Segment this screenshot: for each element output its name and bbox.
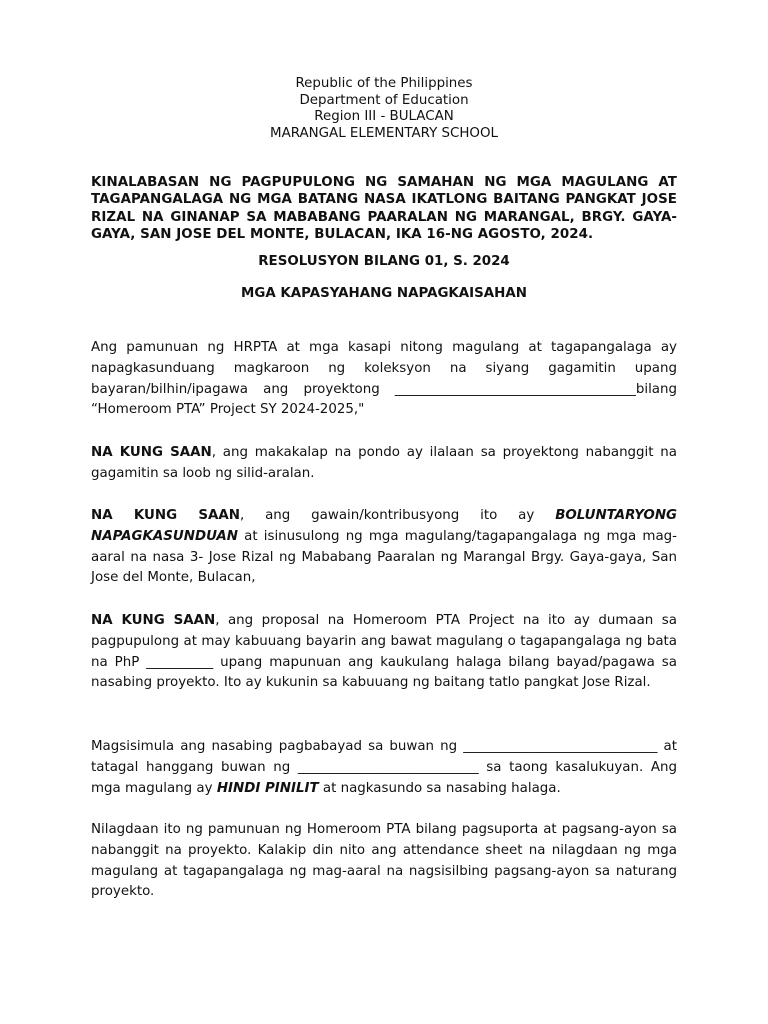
paragraph-1: Ang pamunuan ng HRPTA at mga kasapi nitong magulang at tagapangalaga ay napagkasunduang magkaroon ng koleksyon na siyang gagamitin upang bayaran/bilhin/ipagawa ang proyektong ____________________________________bilang “Homeroom PTA” Project SY 2024-2025," [91, 340, 677, 418]
header-region: Region III - BULACAN [314, 109, 454, 124]
paragraph-4-text: , ang proposal na Homeroom PTA Project na ito ay dumaan sa pagpupulong at may kabuuang bayarin ang bawat magulang o tagapangalaga ng bata na PhP __________ upang mapunuan ang kaukulang halaga bilang bayad/pagawa sa nasabing proyekto. Ito ay kukunin sa kabuuang ng baitang tatlo pangkat Jose Rizal. [91, 613, 677, 691]
paragraph-4 [91, 611, 677, 694]
not-forced-emphasis: HINDI PINILIT [216, 780, 319, 796]
paragraph-3 [91, 506, 677, 589]
whereas-label: NA KUNG SAAN [91, 508, 240, 523]
paragraph-5-text: Magsisimula ang nasabing pagbabayad sa buwan ng _____________________________ at tatagal hanggang buwan ng ___________________________ sa taong kasalukuyan. Ang mga magulang ay [91, 739, 677, 796]
document-title: KINALABASAN NG PAGPUPULONG NG SAMAHAN NG MGA MAGULANG AT TAGAPANGALAGA NG MGA BATANG NASA IKATLONG BAITANG PANGKAT JOSE RIZAL NA GINANAP SA MABABANG PAARALAN NG MARANGAL, BRGY. GAYA-GAYA, SAN JOSE DEL MONTE, BULACAN, IKA 16-NG AGOSTO, 2024. [91, 175, 677, 242]
paragraph-5 [91, 737, 677, 799]
header-school: MARANGAL ELEMENTARY SCHOOL [270, 125, 498, 141]
voluntary-emphasis: BOLUNTARYONG NAPAGKASUNDUAN [91, 508, 678, 544]
resolution-number: RESOLUSYON BILANG 01, S. 2024 [258, 254, 510, 269]
paragraph-5-text-rest: at nagkasundo sa nasabing halaga. [318, 780, 561, 796]
header-department: Department of Education [299, 92, 469, 108]
letterhead [0, 76, 768, 142]
resolution-subtitle: MGA KAPASYAHANG NAPAGKAISAHAN [241, 286, 527, 301]
paragraph-6: Nilagdaan ito ng pamunuan ng Homeroom PTA bilang pagsuporta at pagsang-ayon sa nabanggit na proyekto. Kalakip din nito ang attendance sheet na nilagdaan ng mga magulang at tagapangalaga ng mag-aaral na nagsisilbing pagsang-ayon sa naturang proyekto. [91, 822, 677, 900]
paragraph-2 [91, 443, 677, 485]
header-republic: Republic of the Philippines [295, 76, 473, 91]
paragraph-3-text: , ang gawain/kontribusyong ito ay [239, 508, 556, 523]
paragraph-2-text: , ang makakalap na pondo ay ilalaan sa proyektong nabanggit na gagamitin sa loob ng silid-aralan. [91, 445, 677, 481]
whereas-label: NA KUNG SAAN [91, 445, 212, 460]
whereas-label: NA KUNG SAAN [91, 613, 216, 628]
paragraph-3-text-rest: at isinusulong ng mga magulang/tagapangalaga ng mga mag-aaral na nasa 3- Jose Rizal ng Mababang Paaralan ng Marangal Brgy. Gaya-gaya, San Jose del Monte, Bulacan, [91, 528, 677, 586]
